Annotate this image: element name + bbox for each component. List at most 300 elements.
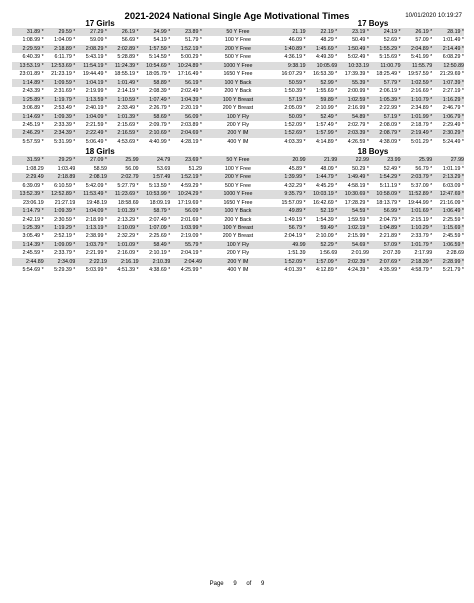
girls-time-cell: 2:16.59 * [107, 129, 139, 137]
event-cell: 200 Y IM [202, 258, 274, 266]
boys-time-cell: 2:21.89 * [369, 232, 401, 240]
boys-time-cell: 2:33.79 * [401, 232, 433, 240]
event-cell: 200 Y Free [202, 173, 274, 181]
girls-time-cell: 1:57.59 * [139, 45, 171, 53]
event-cell: 400 Y IM [202, 138, 274, 146]
boys-time-cell: 1:50.39 * [274, 87, 306, 95]
boys-time-cell: 23.99 [369, 156, 401, 164]
girls-time-cell: 23:06.19 [12, 199, 44, 207]
boys-time-cell: 2:27.19 * [432, 87, 464, 95]
boys-time-cell: 11:55.79 [401, 62, 433, 70]
girls-time-cell: 5:00.29 * [170, 53, 202, 61]
girls-time-cell: 27.09 * [75, 156, 107, 164]
boys-time-cell: 54.89 * [337, 113, 369, 121]
boys-time-cell: 2:10.99 * [306, 104, 338, 112]
girls-time-cell: 26.19 * [107, 28, 139, 36]
girls-time-cell: 23.89 * [170, 28, 202, 36]
girls-time-cell: 3:05.49 * [12, 232, 44, 240]
boys-time-cell: 1:02.59 * [401, 79, 433, 87]
boys-time-cell: 1:10.29 * [401, 224, 433, 232]
boys-time-cell: 1:16.29 * [432, 96, 464, 104]
girls-time-cell: 21:23.19 * [44, 70, 76, 78]
girls-time-cell: 58.79 * [139, 207, 171, 215]
boys-time-cell: 22.99 [337, 156, 369, 164]
girls-time-cell: 6:39.09 * [12, 182, 44, 190]
girls-time-cell: 54.19 * [139, 36, 171, 44]
page-number: 9 [233, 581, 237, 587]
boys-time-cell: 2:22.99 * [369, 104, 401, 112]
boys-time-cell: 1:40.89 * [274, 45, 306, 53]
boys-time-cell: 1:50.49 * [337, 45, 369, 53]
boys-time-cell: 21:29.69 * [432, 70, 464, 78]
girls-time-cell: 2:10.19 * [139, 249, 171, 257]
boys-time-cell: 25.99 [401, 156, 433, 164]
table-row [12, 173, 464, 181]
girls-time-cell: 1:09.39 * [44, 113, 76, 121]
boys-time-cell: 2:17.99 [401, 249, 433, 257]
boys-time-cell: 4:26.59 * [337, 138, 369, 146]
girls-time-cell: 1:01.49 * [107, 79, 139, 87]
girls-time-cell: 56.69 * [107, 36, 139, 44]
girls-time-cell: 23:01.89 * [12, 70, 44, 78]
girls-time-cell: 11:24.39 * [107, 62, 139, 70]
girls-time-cell: 5:42.09 * [75, 182, 107, 190]
boys-time-cell: 21:16.09 * [432, 199, 464, 207]
boys-time-cell: 52.49 * [306, 113, 338, 121]
girls-time-cell: 1:04.09 * [75, 113, 107, 121]
event-cell: 50 Y Free [202, 156, 274, 164]
girls-time-cell: 10:24.89 * [170, 62, 202, 70]
boys-time-cell: 27.99 [432, 156, 464, 164]
table-row [12, 121, 464, 129]
boys-time-cell: 9:35.79 * [274, 190, 306, 198]
table-row [12, 62, 464, 70]
event-cell: 1000 Y Free [202, 62, 274, 70]
girls-time-cell: 5:29.39 * [44, 266, 76, 274]
boys-time-cell: 57.09 * [369, 241, 401, 249]
girls-time-cell: 2:18.99 * [75, 216, 107, 224]
boys-heading: 18 Boys [357, 147, 389, 157]
table-row [12, 165, 464, 173]
event-cell: 500 Y Free [202, 53, 274, 61]
boys-time-cell: 6:03.09 * [432, 182, 464, 190]
event-cell: 200 Y Back [202, 87, 274, 95]
boys-time-cell: 22.19 * [306, 28, 338, 36]
boys-time-cell: 2:06.19 * [369, 87, 401, 95]
girls-time-cell: 25.99 [107, 156, 139, 164]
event-cell: 200 Y Fly [202, 249, 274, 257]
section-17 [0, 18, 474, 146]
boys-time-cell: 1:39.99 * [274, 173, 306, 181]
girls-time-cell: 2:43.39 * [12, 87, 44, 95]
girls-time-cell: 2:26.79 * [139, 104, 171, 112]
boys-time-cell: 5:41.99 * [401, 53, 433, 61]
of-label: of [246, 581, 252, 587]
girls-time-cell: 27.29 * [75, 28, 107, 36]
boys-time-cell: 1:52.09 * [274, 258, 306, 266]
boys-time-cell: 19:44.99 * [401, 199, 433, 207]
table-row [12, 87, 464, 95]
girls-time-cell: 2:08.39 * [139, 87, 171, 95]
girls-time-cell: 19:48.19 [75, 199, 107, 207]
times-table-17 [12, 28, 464, 146]
girls-time-cell: 56.09 * [170, 207, 202, 215]
table-row [12, 258, 464, 266]
boys-time-cell: 1:02.59 * [337, 96, 369, 104]
girls-time-cell: 2:19.09 * [170, 232, 202, 240]
girls-time-cell: 2:33.49 * [107, 104, 139, 112]
girls-time-cell: 1:14.69 * [12, 113, 44, 121]
girls-time-cell: 56.19 * [170, 79, 202, 87]
boys-time-cell: 10:58.09 * [369, 190, 401, 198]
girls-time-cell: 2:04.49 [170, 258, 202, 266]
girls-time-cell: 2:45.19 * [12, 121, 44, 129]
table-row [12, 216, 464, 224]
girls-time-cell: 5:57.59 * [12, 138, 44, 146]
boys-time-cell: 1:52.69 * [274, 129, 306, 137]
girls-time-cell: 4:40.99 * [139, 138, 171, 146]
girls-time-cell: 2:13.29 * [107, 216, 139, 224]
boys-time-cell: 2:19.49 * [401, 129, 433, 137]
table-row [12, 96, 464, 104]
girls-time-cell: 2:10.39 [139, 258, 171, 266]
girls-time-cell: 1:14.39 * [12, 241, 44, 249]
event-cell: 1000 Y Free [202, 190, 274, 198]
girls-time-cell: 24.99 * [139, 28, 171, 36]
girls-time-cell: 58.59 [75, 165, 107, 173]
event-cell: 500 Y Free [202, 182, 274, 190]
table-row [12, 266, 464, 274]
boys-time-cell: 55.39 * [337, 79, 369, 87]
boys-time-cell: 2:16.99 * [337, 104, 369, 112]
section-heading [0, 146, 474, 156]
boys-time-cell: 1:57.99 * [306, 129, 338, 137]
boys-time-cell: 2:01.99 [337, 249, 369, 257]
girls-time-cell: 2:16.09 * [107, 249, 139, 257]
girls-time-cell: 4:53.69 * [107, 138, 139, 146]
table-row [12, 36, 464, 44]
girls-time-cell: 2:45.59 * [12, 249, 44, 257]
boys-time-cell: 16:53.39 * [306, 70, 338, 78]
girls-time-cell: 2:33.79 * [44, 249, 76, 257]
event-cell: 400 Y IM [202, 266, 274, 274]
girls-time-cell: 1:09.59 * [44, 79, 76, 87]
boys-time-cell: 2:18.39 * [401, 258, 433, 266]
table-row [12, 113, 464, 121]
boys-time-cell: 5:15.69 * [369, 53, 401, 61]
boys-time-cell: 24.19 * [369, 28, 401, 36]
girls-time-cell: 2:22.49 * [75, 129, 107, 137]
girls-time-cell: 58.49 * [139, 241, 171, 249]
girls-time-cell: 2:22.19 [75, 258, 107, 266]
boys-time-cell: 52.99 * [306, 79, 338, 87]
girls-time-cell: 31.59 * [12, 156, 44, 164]
boys-time-cell: 28.19 * [432, 28, 464, 36]
boys-time-cell: 2:14.49 * [432, 45, 464, 53]
boys-time-cell: 50.59 * [274, 79, 306, 87]
girls-time-cell: 2:31.69 * [44, 87, 76, 95]
boys-time-cell: 12:47.69 * [432, 190, 464, 198]
girls-time-cell: 59.09 * [75, 36, 107, 44]
girls-time-cell: 2:18.89 [44, 173, 76, 181]
boys-time-cell: 2:02.79 * [337, 121, 369, 129]
boys-time-cell: 1:10.79 * [401, 96, 433, 104]
boys-time-cell: 2:00.99 * [337, 87, 369, 95]
boys-time-cell: 1:51.39 [274, 249, 306, 257]
girls-time-cell: 6:40.39 * [12, 53, 44, 61]
boys-time-cell: 5:01.29 * [401, 138, 433, 146]
girls-time-cell: 4:38.69 * [139, 266, 171, 274]
table-row [12, 224, 464, 232]
boys-time-cell: 1:01.69 * [401, 207, 433, 215]
boys-time-cell: 11:52.89 * [401, 190, 433, 198]
girls-time-cell: 1:08.29 [12, 165, 44, 173]
boys-time-cell: 54.69 * [337, 241, 369, 249]
boys-time-cell: 26.19 * [401, 28, 433, 36]
girls-time-cell: 2:18.89 * [44, 45, 76, 53]
boys-time-cell: 2:13.29 * [432, 173, 464, 181]
boys-time-cell: 17:28.29 * [337, 199, 369, 207]
girls-time-cell: 1:14.89 * [12, 79, 44, 87]
boys-time-cell: 1:45.69 * [306, 45, 338, 53]
girls-time-cell: 5:27.79 * [107, 182, 139, 190]
girls-time-cell: 29.29 * [44, 156, 76, 164]
girls-time-cell: 2:44.89 [12, 258, 44, 266]
girls-time-cell: 1:19.79 * [44, 96, 76, 104]
girls-time-cell: 2:34.09 [44, 258, 76, 266]
table-row [12, 182, 464, 190]
girls-time-cell: 2:03.89 * [170, 121, 202, 129]
girls-time-cell: 2:42.19 * [12, 216, 44, 224]
times-table-18 [12, 156, 464, 274]
boys-time-cell: 5:21.79 * [432, 266, 464, 274]
girls-time-cell: 2:29.49 [12, 173, 44, 181]
girls-time-cell: 2:21.99 * [75, 249, 107, 257]
boys-time-cell: 2:08.79 * [369, 129, 401, 137]
girls-time-cell: 1:07.09 * [139, 224, 171, 232]
girls-time-cell: 1:25.89 * [12, 96, 44, 104]
event-cell: 200 Y Breast [202, 232, 274, 240]
girls-time-cell: 4:51.39 * [107, 266, 139, 274]
boys-time-cell: 52.19 * [306, 207, 338, 215]
girls-time-cell: 1:09.09 * [44, 241, 76, 249]
boys-time-cell: 46.09 * [274, 36, 306, 44]
boys-time-cell: 16:42.69 * [306, 199, 338, 207]
boys-time-cell: 15:57.09 * [274, 199, 306, 207]
boys-time-cell: 4:24.39 * [337, 266, 369, 274]
girls-time-cell: 1:04.09 * [75, 207, 107, 215]
boys-time-cell: 2:03.79 * [401, 173, 433, 181]
boys-time-cell: 48.29 * [306, 36, 338, 44]
boys-time-cell: 49.99 [274, 241, 306, 249]
girls-time-cell: 21:27.19 [44, 199, 76, 207]
girls-time-cell: 4:25.99 * [170, 266, 202, 274]
girls-time-cell: 2:10.69 * [139, 129, 171, 137]
girls-time-cell: 24.79 [139, 156, 171, 164]
boys-time-cell: 20.99 [274, 156, 306, 164]
boys-time-cell: 2:04.19 * [274, 232, 306, 240]
boys-time-cell: 56.79 * [401, 165, 433, 173]
boys-time-cell: 5:11.19 * [369, 182, 401, 190]
boys-time-cell: 1:02.19 * [337, 224, 369, 232]
event-cell: 100 Y Back [202, 79, 274, 87]
boys-time-cell: 21.19 [274, 28, 306, 36]
girls-time-cell: 2:15.69 * [107, 121, 139, 129]
girls-time-cell: 5:43.19 * [75, 53, 107, 61]
event-cell: 200 Y Free [202, 45, 274, 53]
boys-time-cell: 57.19 * [369, 113, 401, 121]
boys-time-cell: 5:02.49 * [337, 53, 369, 61]
event-cell: 100 Y Breast [202, 96, 274, 104]
boys-time-cell: 1:01.99 * [401, 113, 433, 121]
girls-time-cell: 1:13.59 * [75, 96, 107, 104]
boys-time-cell: 4:14.89 * [306, 138, 338, 146]
girls-time-cell: 5:54.69 * [12, 266, 44, 274]
girls-time-cell: 2:25.69 * [139, 232, 171, 240]
girls-time-cell: 11:53.49 * [75, 190, 107, 198]
boys-time-cell: 10:03.19 * [306, 190, 338, 198]
boys-time-cell: 5:37.09 * [401, 182, 433, 190]
boys-time-cell: 1:44.79 * [306, 173, 338, 181]
boys-time-cell: 50.29 * [337, 165, 369, 173]
page-total: 9 [261, 581, 265, 587]
boys-time-cell: 1:54.39 * [306, 216, 338, 224]
boys-time-cell: 4:58.79 * [401, 266, 433, 274]
girls-time-cell: 18:55.19 * [107, 70, 139, 78]
girls-time-cell: 1:10.09 * [107, 224, 139, 232]
boys-time-cell: 2:03.39 * [337, 129, 369, 137]
girls-time-cell: 18:05.79 * [139, 70, 171, 78]
girls-time-cell: 2:32.29 * [107, 232, 139, 240]
boys-time-cell: 1:55.29 * [369, 45, 401, 53]
girls-time-cell: 13:53.19 * [12, 62, 44, 70]
girls-time-cell: 4:28.19 * [170, 138, 202, 146]
boys-time-cell: 2:05.09 * [274, 104, 306, 112]
boys-time-cell: 17:39.39 * [337, 70, 369, 78]
boys-time-cell: 1:49.19 * [274, 216, 306, 224]
boys-time-cell: 2:16.69 * [401, 87, 433, 95]
table-row [12, 28, 464, 36]
girls-time-cell: 6:11.79 * [44, 53, 76, 61]
boys-time-cell: 10:30.69 * [337, 190, 369, 198]
girls-time-cell: 5:03.99 * [75, 266, 107, 274]
boys-time-cell: 4:03.39 * [274, 138, 306, 146]
girls-time-cell: 51.29 [170, 165, 202, 173]
event-cell: 100 Y Back [202, 207, 274, 215]
boys-time-cell: 54.59 * [337, 207, 369, 215]
girls-time-cell: 6:10.59 * [44, 182, 76, 190]
table-row [12, 70, 464, 78]
girls-time-cell: 1:03.79 * [75, 241, 107, 249]
table-row [12, 79, 464, 87]
event-cell: 1650 Y Free [202, 70, 274, 78]
girls-time-cell: 2:09.79 * [139, 121, 171, 129]
boys-time-cell: 12:50.89 [432, 62, 464, 70]
girls-time-cell: 1:10.59 * [107, 96, 139, 104]
boys-time-cell: 50.09 * [274, 113, 306, 121]
table-row [12, 207, 464, 215]
boys-time-cell: 1:55.69 * [306, 87, 338, 95]
table-row [12, 138, 464, 146]
girls-time-cell: 5:13.59 * [139, 182, 171, 190]
boys-time-cell: 4:38.09 * [369, 138, 401, 146]
girls-time-cell: 10:54.69 * [139, 62, 171, 70]
boys-time-cell: 56.79 * [274, 224, 306, 232]
boys-time-cell: 2:25.59 * [432, 216, 464, 224]
boys-time-cell: 4:01.39 * [274, 266, 306, 274]
boys-time-cell: 2:45.59 * [432, 232, 464, 240]
girls-time-cell: 1:04.09 * [44, 36, 76, 44]
event-cell: 50 Y Free [202, 28, 274, 36]
girls-time-cell: 2:38.99 * [75, 232, 107, 240]
boys-time-cell: 16:07.29 * [274, 70, 306, 78]
boys-time-cell: 19:57.59 * [401, 70, 433, 78]
boys-time-cell: 2:15.19 * [401, 216, 433, 224]
girls-time-cell: 55.79 * [170, 241, 202, 249]
girls-time-cell: 23.69 * [170, 156, 202, 164]
boys-time-cell: 57.09 * [401, 36, 433, 44]
boys-time-cell: 1:01.19 * [432, 165, 464, 173]
boys-time-cell: 1:15.69 * [432, 224, 464, 232]
girls-time-cell: 12:53.69 * [44, 62, 76, 70]
girls-time-cell: 2:02.49 * [170, 87, 202, 95]
girls-time-cell: 1:01.39 * [107, 207, 139, 215]
boys-time-cell: 2:07.39 [369, 249, 401, 257]
boys-time-cell: 1:01.49 * [432, 36, 464, 44]
girls-time-cell: 5:06.49 * [75, 138, 107, 146]
event-cell: 100 Y Free [202, 36, 274, 44]
boys-time-cell: 10:33.19 [337, 62, 369, 70]
boys-time-cell: 1:06.59 * [432, 241, 464, 249]
girls-time-cell: 1:03.99 * [170, 224, 202, 232]
girls-time-cell: 10:24.29 * [170, 190, 202, 198]
boys-time-cell: 4:58.19 * [337, 182, 369, 190]
boys-time-cell: 1:06.49 * [432, 207, 464, 215]
girls-time-cell: 2:08.29 * [75, 45, 107, 53]
girls-time-cell: 2:33.39 * [44, 121, 76, 129]
table-row [12, 249, 464, 257]
boys-time-cell: 57.79 * [369, 79, 401, 87]
event-cell: 200 Y Fly [202, 121, 274, 129]
girls-time-cell: 1:01.39 * [107, 113, 139, 121]
girls-time-cell: 1:01.09 * [107, 241, 139, 249]
table-row [12, 190, 464, 198]
boys-time-cell: 52.49 * [369, 165, 401, 173]
boys-time-cell: 45.89 * [274, 165, 306, 173]
boys-time-cell: 2:28.69 [432, 249, 464, 257]
girls-time-cell: 4:59.29 * [170, 182, 202, 190]
event-cell: 200 Y Back [202, 216, 274, 224]
girls-time-cell: 2:16.19 [107, 258, 139, 266]
girls-time-cell: 51.79 * [170, 36, 202, 44]
girls-time-cell: 2:02.89 * [107, 45, 139, 53]
boys-time-cell: 48.09 * [306, 165, 338, 173]
boys-time-cell: 1:06.79 * [432, 113, 464, 121]
girls-time-cell: 2:01.69 * [170, 216, 202, 224]
boys-time-cell: 2:07.69 * [369, 258, 401, 266]
boys-time-cell: 2:18.79 * [401, 121, 433, 129]
girls-time-cell: 2:46.29 * [12, 129, 44, 137]
boys-time-cell: 2:04.79 * [369, 216, 401, 224]
table-row [12, 156, 464, 164]
girls-time-cell: 29.59 * [44, 28, 76, 36]
boys-time-cell: 23.19 * [337, 28, 369, 36]
girls-time-cell: 56.09 [107, 165, 139, 173]
boys-time-cell: 21.99 [306, 156, 338, 164]
girls-time-cell: 2:19.99 * [75, 87, 107, 95]
boys-time-cell: 1:57.49 * [306, 121, 338, 129]
girls-time-cell: 2:34.39 * [44, 129, 76, 137]
